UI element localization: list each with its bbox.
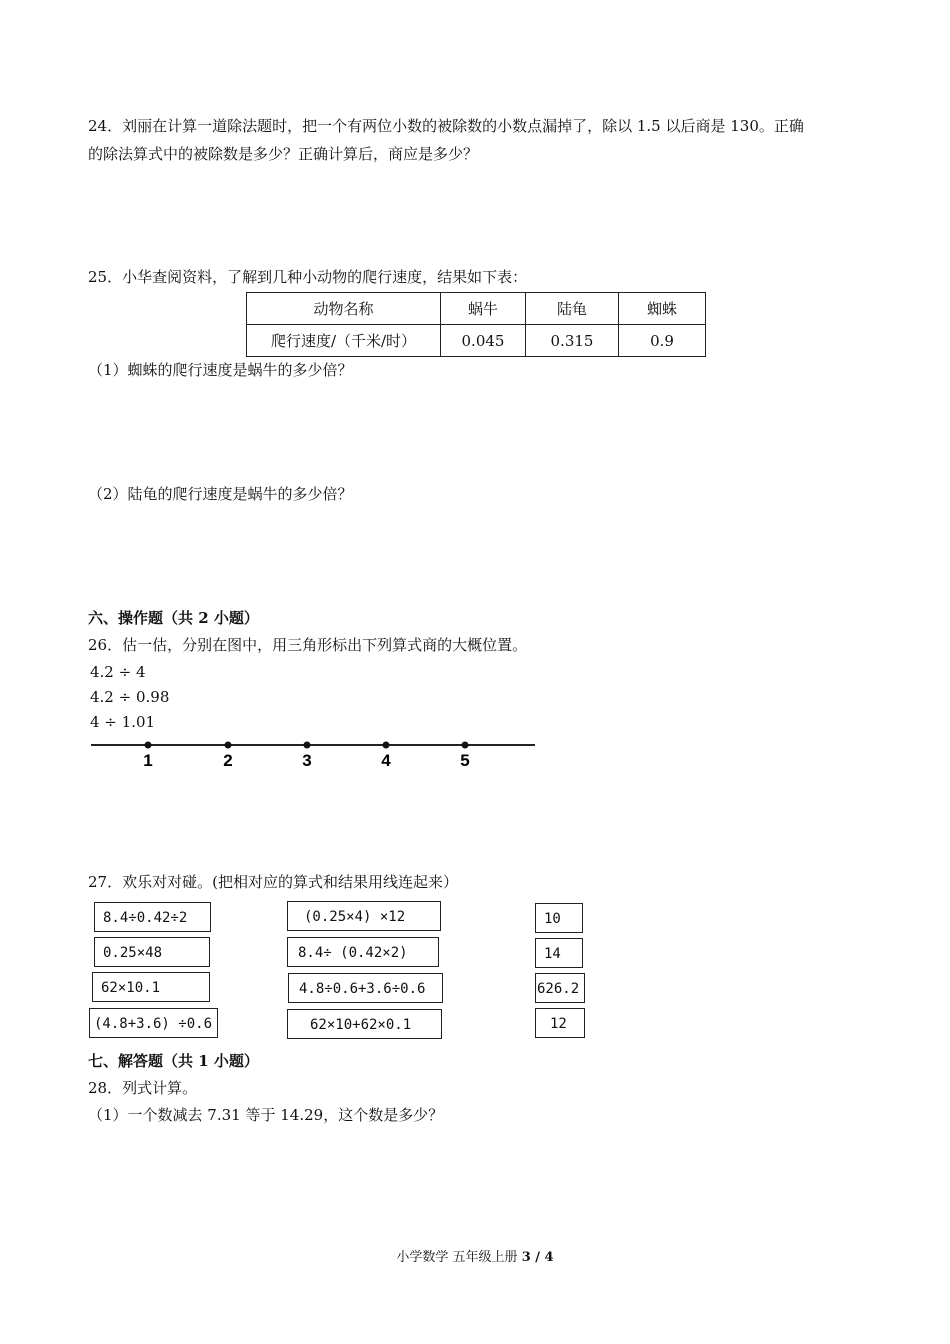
result-box: 14 (535, 938, 583, 968)
tick-dot (383, 742, 390, 749)
tick-dot (304, 742, 311, 749)
section6-title: 六、操作题（共 2 小题） (88, 609, 259, 627)
middle-expression-box: 8.4÷ (0.42×2) (287, 937, 439, 967)
q27-stem: 27．欢乐对对碰。(把相对应的算式和结果用线连起来） (88, 873, 458, 891)
tick-label: 4 (381, 751, 391, 770)
speed-table (246, 292, 706, 357)
result-box: 10 (535, 903, 583, 933)
q24-line1: 24．刘丽在计算一道除法题时，把一个有两位小数的被除数的小数点漏掉了，除以 1.5 以后商是 130。正确 (88, 117, 804, 135)
q25-stem: 25．小华查阅资料，了解到几种小动物的爬行速度，结果如下表： (88, 268, 528, 286)
table-cell: 0.315 (526, 325, 619, 357)
tick-label: 2 (223, 751, 233, 770)
table-cell: 爬行速度/（千米/时） (247, 325, 441, 357)
table-cell: 蜘蛛 (619, 293, 706, 325)
table-cell: 0.045 (441, 325, 526, 357)
table-cell: 蜗牛 (441, 293, 526, 325)
q28-stem: 28．列式计算。 (88, 1079, 198, 1097)
table-cell: 0.9 (619, 325, 706, 357)
left-expression-box: 8.4÷0.42÷2 (94, 902, 211, 932)
page-number: 3 / 4 (521, 1250, 554, 1265)
q26-expression: 4.2 ÷ 0.98 (90, 688, 170, 706)
tick-label: 1 (143, 751, 153, 770)
middle-expression-box: 4.8÷0.6+3.6÷0.6 (288, 973, 443, 1003)
q25-sub1: （1）蜘蛛的爬行速度是蜗牛的多少倍？ (88, 361, 353, 379)
left-expression-box: (4.8+3.6) ÷0.6 (89, 1008, 218, 1038)
result-box: 626.2 (535, 973, 585, 1003)
middle-expression-box: 62×10+62×0.1 (287, 1009, 442, 1039)
footer-text: 小学数学 五年级上册 (396, 1250, 518, 1265)
result-box: 12 (535, 1008, 585, 1038)
section7-title: 七、解答题（共 1 小题） (88, 1052, 259, 1070)
q25-sub2: （2）陆龟的爬行速度是蜗牛的多少倍？ (88, 485, 353, 503)
table-header-row (247, 293, 706, 325)
middle-expression-box: (0.25×4) ×12 (287, 901, 441, 931)
q26-stem: 26．估一估，分别在图中，用三角形标出下列算式商的大概位置。 (88, 636, 528, 654)
tick-dot (462, 742, 469, 749)
tick-label: 3 (302, 751, 312, 770)
left-expression-box: 0.25×48 (94, 937, 210, 967)
tick-dot (145, 742, 152, 749)
table-cell: 动物名称 (247, 293, 441, 325)
page-footer (0, 1246, 950, 1265)
q24-line2: 的除法算式中的被除数是多少？正确计算后，商应是多少？ (88, 145, 479, 163)
q26-expression: 4 ÷ 1.01 (90, 713, 156, 731)
tick-dot (225, 742, 232, 749)
table-cell: 陆龟 (526, 293, 619, 325)
number-line (88, 734, 538, 774)
q28-sub1: （1）一个数减去 7.31 等于 14.29，这个数是多少？ (88, 1106, 444, 1124)
q26-expression: 4.2 ÷ 4 (90, 663, 146, 681)
tick-label: 5 (460, 751, 470, 770)
left-expression-box: 62×10.1 (92, 972, 210, 1002)
table-row (247, 325, 706, 357)
